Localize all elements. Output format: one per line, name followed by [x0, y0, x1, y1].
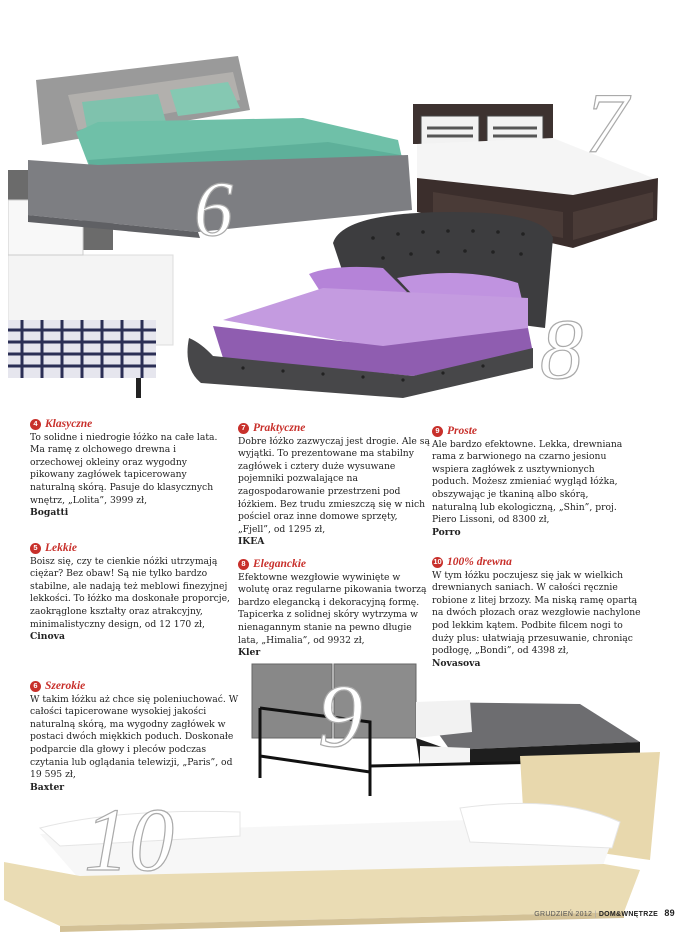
section-eleganckie: [238, 558, 433, 660]
section-title: 100% drewna: [447, 556, 512, 568]
section-body: Boisz się, czy te cienkie nóżki utrzymają ciężar? Bez obaw! Są nie tylko bardzo stabilne, ale nadają też meblowi finezyjnej lekkości. To łóżko ma doskonałe proporcje, zaokrąglone kształty oraz atrakcyjny, minimalistyczny design, od 12 170 zł,: [30, 555, 230, 630]
section-title: Klasyczne: [45, 418, 93, 430]
brand-name: IKEA: [238, 536, 265, 548]
section-proste: [432, 425, 632, 539]
page-number: 89: [664, 908, 675, 918]
number-badge: 10: [433, 557, 442, 566]
number-badge: 4: [30, 419, 41, 430]
magazine-name: DOM&WNĘTRZE: [598, 911, 659, 918]
number-badge: 5: [30, 543, 41, 554]
brand-name: Baxter: [30, 781, 65, 793]
number-badge: 8: [238, 559, 249, 570]
section-title: Proste: [447, 425, 478, 437]
photo-number-8: 8: [540, 301, 583, 397]
section-title: Lekkie: [45, 542, 77, 554]
photo-number-10: 10: [84, 791, 174, 890]
page-footer: GRUDZIEŃ 2012 | DOM&WNĘTRZE 89: [534, 908, 675, 918]
section-body: Ale bardzo efektowne. Lekka, drewniana rama z barwionego na czarno jesionu wspiera zagłówek z usztywnionych poduch. Możesz zmieniać wygląd łóżka, obszywając je tkaniną albo skórą, naturalną lub ekologiczną, „Shin”, proj. Piero Lissoni, od 8300 zł,: [432, 438, 623, 526]
section-szerokie: [30, 680, 242, 794]
section-body: W tym łóżku poczujesz się jak w wielkich drewnianych saniach. W całości ręcznie robione z litej brzozy. Ma niską ramę opartą na dwóch płozach oraz wezgłowie nachylone pod lekkim kątem. Podbite filcem nogi to duży plus: ułatwiają przesuwanie, chroniąc podłogę, „Bondi”, od 4398 zł,: [432, 569, 641, 657]
section-body: W takim łóżku aż chce się poleniuchować. W całości tapicerowane wysokiej jakości naturalną skórą, ma wygodny zagłówek w postaci dwóch miękkich poduch. Doskonałe podparcie dla głowy i pleców podczas czytania lub oglądania telewizji, „Paris”, od 19 595 zł,: [30, 693, 239, 781]
number-badge: 9: [432, 426, 443, 437]
section-klasyczne: [30, 418, 230, 520]
brand-name: Cinova: [30, 631, 65, 643]
photo-number-9: 9: [318, 667, 363, 766]
section-praktyczne: [238, 422, 433, 549]
photo-number-6: 6: [194, 165, 233, 252]
section-body: To solidne i niedrogie łóżko na całe lata. Ma ramę z olchowego drewna i orzechowej okleiny oraz wygodny pikowany zagłówek tapicerowany naturalną skórą. Pasuje do klasycznych wnętrz, „Lolita”, 3999 zł,: [30, 431, 218, 506]
section-lekkie: [30, 542, 230, 644]
number-badge: 6: [30, 681, 41, 692]
section-title: Eleganckie: [253, 558, 307, 570]
section-title: Praktyczne: [253, 422, 306, 434]
number-badge: 7: [238, 423, 249, 434]
brand-name: Novasova: [432, 657, 481, 669]
brand-name: Bogatti: [30, 507, 69, 519]
brand-name: Porro: [432, 526, 461, 538]
brand-name: Kler: [238, 647, 261, 659]
section-100-drewna: [432, 556, 642, 670]
section-body: Efektowne wezgłowie wywinięte w wolutę oraz regularne pikowania tworzą bardzo elegancką i dekoracyjną formę. Tapicerka z solidnej skóry wytrzyma w nienagannym stanie na pewno długie lata, „Himalia”, od 9932 zł,: [238, 571, 427, 646]
section-body: Dobre łóżko zazwyczaj jest drogie. Ale są wyjątki. To prezentowane ma stabilny zagłówek i cztery duże wysuwane pojemniki pozwalające na zagospodarowanie przestrzeni pod łóżkiem. Bez trudu zmieszczą się w nich pościel oraz inne domowe sprzęty, „Fjell”, od 1295 zł,: [238, 435, 430, 535]
issue-date: GRUDZIEŃ 2012: [534, 911, 593, 918]
bed-photo-8: [183, 208, 558, 403]
photo-number-7: 7: [585, 75, 628, 171]
section-title: Szerokie: [45, 680, 86, 692]
